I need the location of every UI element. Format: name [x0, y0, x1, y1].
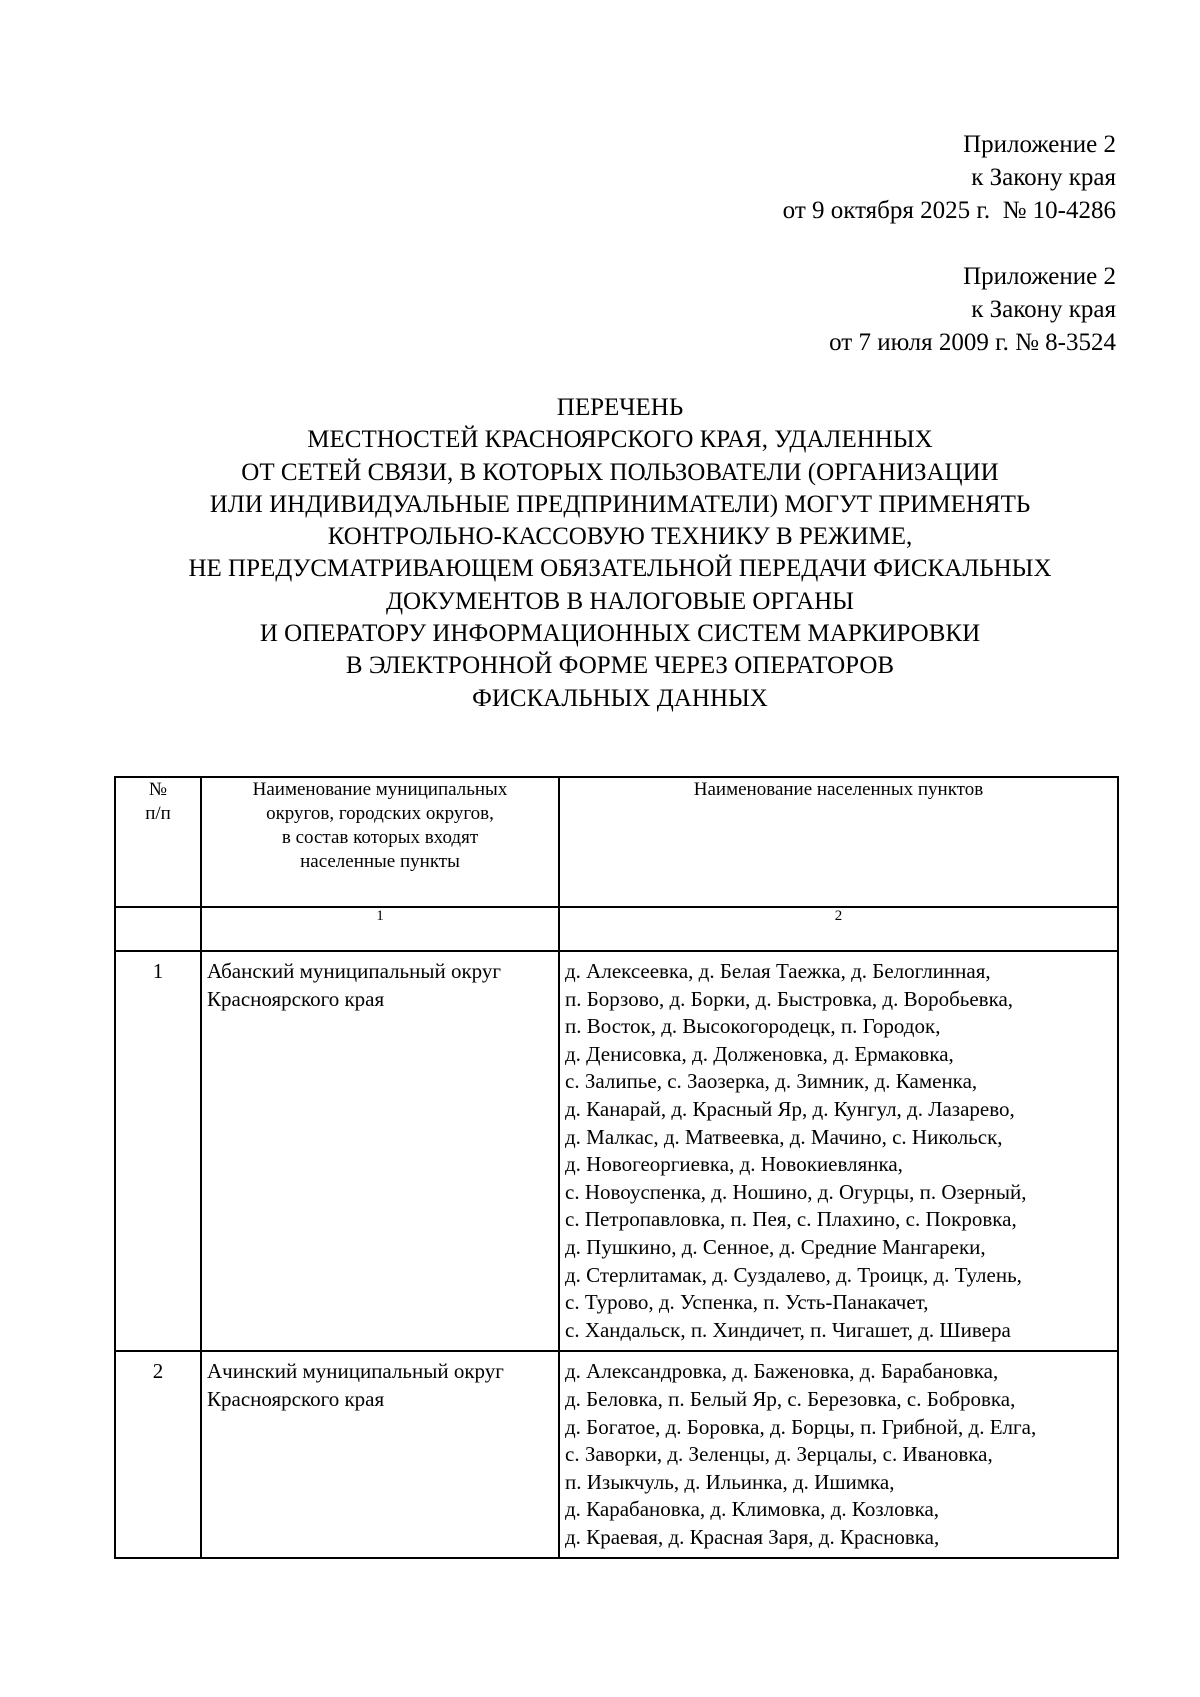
appendix-old-line1: Приложение 2 — [963, 263, 1116, 290]
row-settlements — [559, 951, 1118, 1351]
header-municipality-line: в состав которых входят — [281, 827, 479, 848]
column-number-1: 1 — [201, 907, 559, 951]
title-heading: ПЕРЕЧЕНЬ — [556, 394, 684, 421]
settlement-line: д. Беловка, п. Белый Яр, с. Березовка, с. Бобровка, — [565, 1386, 1016, 1411]
header-settlements: Наименование населенных пунктов — [559, 777, 1118, 907]
document-title — [0, 392, 1200, 715]
settlements-table — [114, 776, 1119, 1559]
title-line: КОНТРОЛЬНО-КАССОВУЮ ТЕХНИКУ В РЕЖИМЕ, — [327, 523, 913, 551]
title-line: МЕСТНОСТЕЙ КРАСНОЯРСКОГО КРАЯ, УДАЛЕННЫХ — [307, 426, 933, 454]
title-line: ФИСКАЛЬНЫХ ДАННЫХ — [472, 684, 768, 712]
settlement-line: п. Восток, д. Высокогородецк, п. Городок, — [565, 1014, 941, 1039]
appendix-old-line3: от 7 июля 2009 г. № 8-3524 — [829, 329, 1116, 356]
settlement-line: д. Пушкино, д. Сенное, д. Средние Мангареки, — [565, 1234, 986, 1259]
header-municipality-line: Наименование муниципальных — [252, 779, 508, 800]
title-line: И ОПЕРАТОРУ ИНФОРМАЦИОННЫХ СИСТЕМ МАРКИРОВКИ — [259, 620, 981, 648]
header-number-line: п/п — [145, 803, 171, 824]
column-number-2: 2 — [559, 907, 1118, 951]
municipality-line: Красноярского края — [207, 1386, 385, 1411]
settlement-line: д. Алексеевка, д. Белая Таежка, д. Белоглинная, — [565, 959, 991, 983]
municipality-line: Красноярского края — [207, 986, 385, 1011]
settlement-line: п. Изыкчуль, д. Ильинка, д. Ишимка, — [565, 1469, 895, 1494]
column-number-empty — [115, 907, 201, 951]
row-municipality — [201, 1351, 559, 1558]
row-municipality — [201, 951, 559, 1351]
settlement-line: д. Малкас, д. Матвеевка, д. Мачино, с. Никольск, — [565, 1124, 1003, 1149]
appendix-old-line2: к Закону края — [971, 296, 1116, 323]
header-municipality-line: округов, городских округов, — [266, 803, 494, 824]
settlement-line: д. Александровка, д. Баженовка, д. Барабановка, — [565, 1359, 999, 1384]
settlement-line: д. Новогеоргиевка, д. Новокиевлянка, — [565, 1152, 903, 1177]
settlement-line: с. Петропавловка, п. Пея, с. Плахино, с. Покровка, — [565, 1207, 1017, 1232]
column-number-row — [115, 907, 1118, 951]
appendix-new-line3: от 9 октября 2025 г. № 10-4286 — [782, 197, 1116, 224]
settlement-line: д. Денисовка, д. Долженовка, д. Ермаковка, — [565, 1041, 954, 1066]
settlement-line: с. Хандальск, п. Хиндичет, п. Чигашет, д. Шивера — [565, 1317, 1011, 1342]
settlement-line: д. Стерлитамак, д. Суздалево, д. Троицк, д. Тулень, — [565, 1262, 1022, 1287]
table-row — [115, 1351, 1118, 1558]
header-number-line: № — [148, 779, 168, 800]
table-row — [115, 951, 1118, 1351]
settlement-line: д. Краевая, д. Красная Заря, д. Красновка, — [565, 1524, 940, 1549]
settlement-line: с. Новоуспенка, д. Ношино, д. Огурцы, п. Озерный, — [565, 1179, 1027, 1204]
settlement-line: п. Борзово, д. Борки, д. Быстровка, д. Воробьевка, — [565, 986, 1014, 1011]
table-header-row — [115, 777, 1118, 907]
title-line: ДОКУМЕНТОВ В НАЛОГОВЫЕ ОРГАНЫ — [386, 587, 854, 615]
header-number — [115, 777, 201, 907]
header-municipality — [201, 777, 559, 907]
appendix-new-line1: Приложение 2 — [963, 131, 1116, 158]
row-number: 1 — [115, 951, 201, 1351]
settlement-line: д. Богатое, д. Боровка, д. Борцы, п. Грибной, д. Елга, — [565, 1414, 1037, 1439]
settlement-line: с. Залипье, с. Заозерка, д. Зимник, д. Каменка, — [565, 1069, 978, 1094]
settlement-line: с. Турово, д. Успенка, п. Усть-Панакачет, — [565, 1290, 929, 1315]
settlement-line: д. Канарай, д. Красный Яр, д. Кунгул, д. Лазарево, — [565, 1096, 1015, 1121]
municipality-line: Абанский муниципальный округ — [207, 959, 502, 983]
row-settlements — [559, 1351, 1118, 1558]
title-line: НЕ ПРЕДУСМАТРИВАЮЩЕМ ОБЯЗАТЕЛЬНОЙ ПЕРЕДАЧИ ФИСКАЛЬНЫХ — [188, 555, 1052, 583]
title-line: В ЭЛЕКТРОННОЙ ФОРМЕ ЧЕРЕЗ ОПЕРАТОРОВ — [345, 652, 895, 680]
title-line: ОТ СЕТЕЙ СВЯЗИ, В КОТОРЫХ ПОЛЬЗОВАТЕЛИ (ОРГАНИЗАЦИИ — [241, 458, 999, 486]
row-number: 2 — [115, 1351, 201, 1558]
appendix-new-reference — [783, 128, 1116, 227]
settlement-line: с. Заворки, д. Зеленцы, д. Зерцалы, с. Ивановка, — [565, 1442, 993, 1467]
header-municipality-line: населенные пункты — [300, 851, 460, 872]
appendix-new-line2: к Закону края — [971, 164, 1116, 191]
appendix-old-reference — [829, 260, 1116, 359]
title-line: ИЛИ ИНДИВИДУАЛЬНЫЕ ПРЕДПРИНИМАТЕЛИ) МОГУТ ПРИМЕНЯТЬ — [209, 490, 1031, 518]
settlement-line: д. Карабановка, д. Климовка, д. Козловка, — [565, 1497, 940, 1522]
municipality-line: Ачинский муниципальный округ — [207, 1359, 504, 1384]
